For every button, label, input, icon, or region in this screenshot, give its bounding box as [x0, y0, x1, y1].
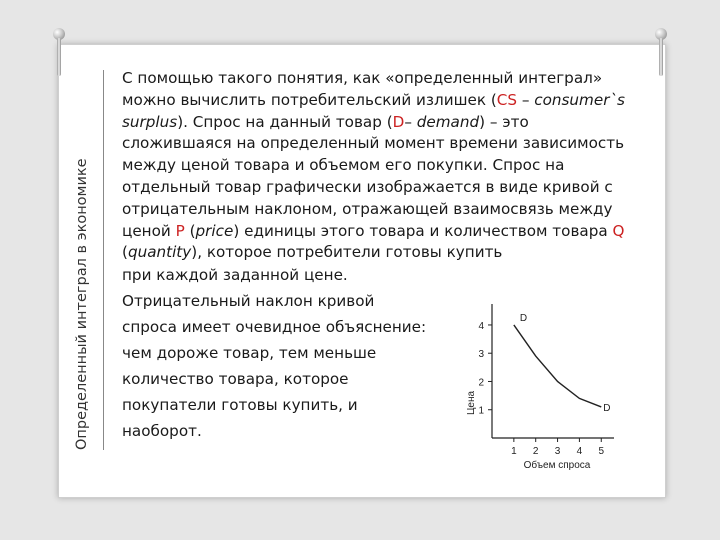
- text-run: ). Спрос на данный товар (: [177, 112, 393, 131]
- y-axis-label: Цена: [466, 390, 477, 416]
- main-text: [122, 68, 642, 287]
- text-run: quantity: [127, 243, 192, 262]
- text-run: ), которое потребители готовы купить: [191, 243, 503, 262]
- vertical-title: Определенный интеграл в экономике: [74, 158, 90, 450]
- text-run: (: [122, 243, 128, 262]
- text-run: consumer`s surplus: [122, 90, 625, 131]
- paragraph-2-line: количество товара, которое: [122, 370, 349, 388]
- x-tick-label: 1: [511, 446, 517, 457]
- paragraph-2-line: покупатели готовы купить, и: [122, 396, 358, 414]
- text-run: ) – это сложившаяся на определенный момент времени зависимость между ценой товара и объемом его покупки. Спрос на отдельный товар графически изображается в виде кривой с отрицательным наклоном, отражающей взаимосвязь между ценой: [122, 112, 625, 240]
- paragraph-2-line: чем дороже товар, тем меньше: [122, 344, 377, 362]
- curve-label-end: D: [603, 402, 611, 414]
- curve-label-start: D: [519, 312, 528, 324]
- text-run: P: [175, 221, 185, 240]
- x-axis-label: Объем спроса: [523, 460, 591, 471]
- x-tick-label: 3: [554, 446, 561, 457]
- text-run: price: [195, 221, 234, 240]
- text-run: demand: [416, 112, 480, 131]
- text-run: ) единицы этого товара и количеством товара: [233, 221, 613, 240]
- y-tick-label: 1: [478, 405, 484, 417]
- demand-curve: [514, 325, 601, 407]
- y-tick-label: 4: [478, 320, 484, 332]
- paragraph-2-line: наоборот.: [122, 422, 202, 440]
- text-run: D: [392, 112, 405, 131]
- demand-chart: [462, 290, 622, 480]
- text-run: (: [184, 221, 196, 240]
- y-tick-label: 2: [478, 377, 484, 389]
- x-tick-label: 4: [576, 446, 583, 457]
- text-run: –: [404, 112, 417, 131]
- pin-right-icon: [654, 28, 668, 76]
- divider-line: [103, 70, 104, 450]
- x-tick-label: 2: [532, 446, 539, 457]
- x-tick-label: 5: [598, 446, 605, 457]
- y-tick-label: 3: [478, 349, 484, 361]
- paragraph-2-line: Отрицательный наклон кривой: [122, 292, 375, 310]
- text-run: С помощью такого понятия, как «определенный интеграл» можно вычислить потребительский излишек (: [122, 69, 603, 109]
- paragraph-1-end: при каждой заданной цене.: [122, 266, 348, 285]
- paragraph-1: [122, 68, 642, 264]
- paragraph-2: [122, 288, 462, 444]
- pin-left-icon: [52, 28, 66, 76]
- text-run: CS: [496, 90, 517, 109]
- text-run: Q: [612, 221, 625, 240]
- paragraph-2-line: спроса имеет очевидное объяснение:: [122, 318, 427, 336]
- text-run: –: [517, 90, 535, 109]
